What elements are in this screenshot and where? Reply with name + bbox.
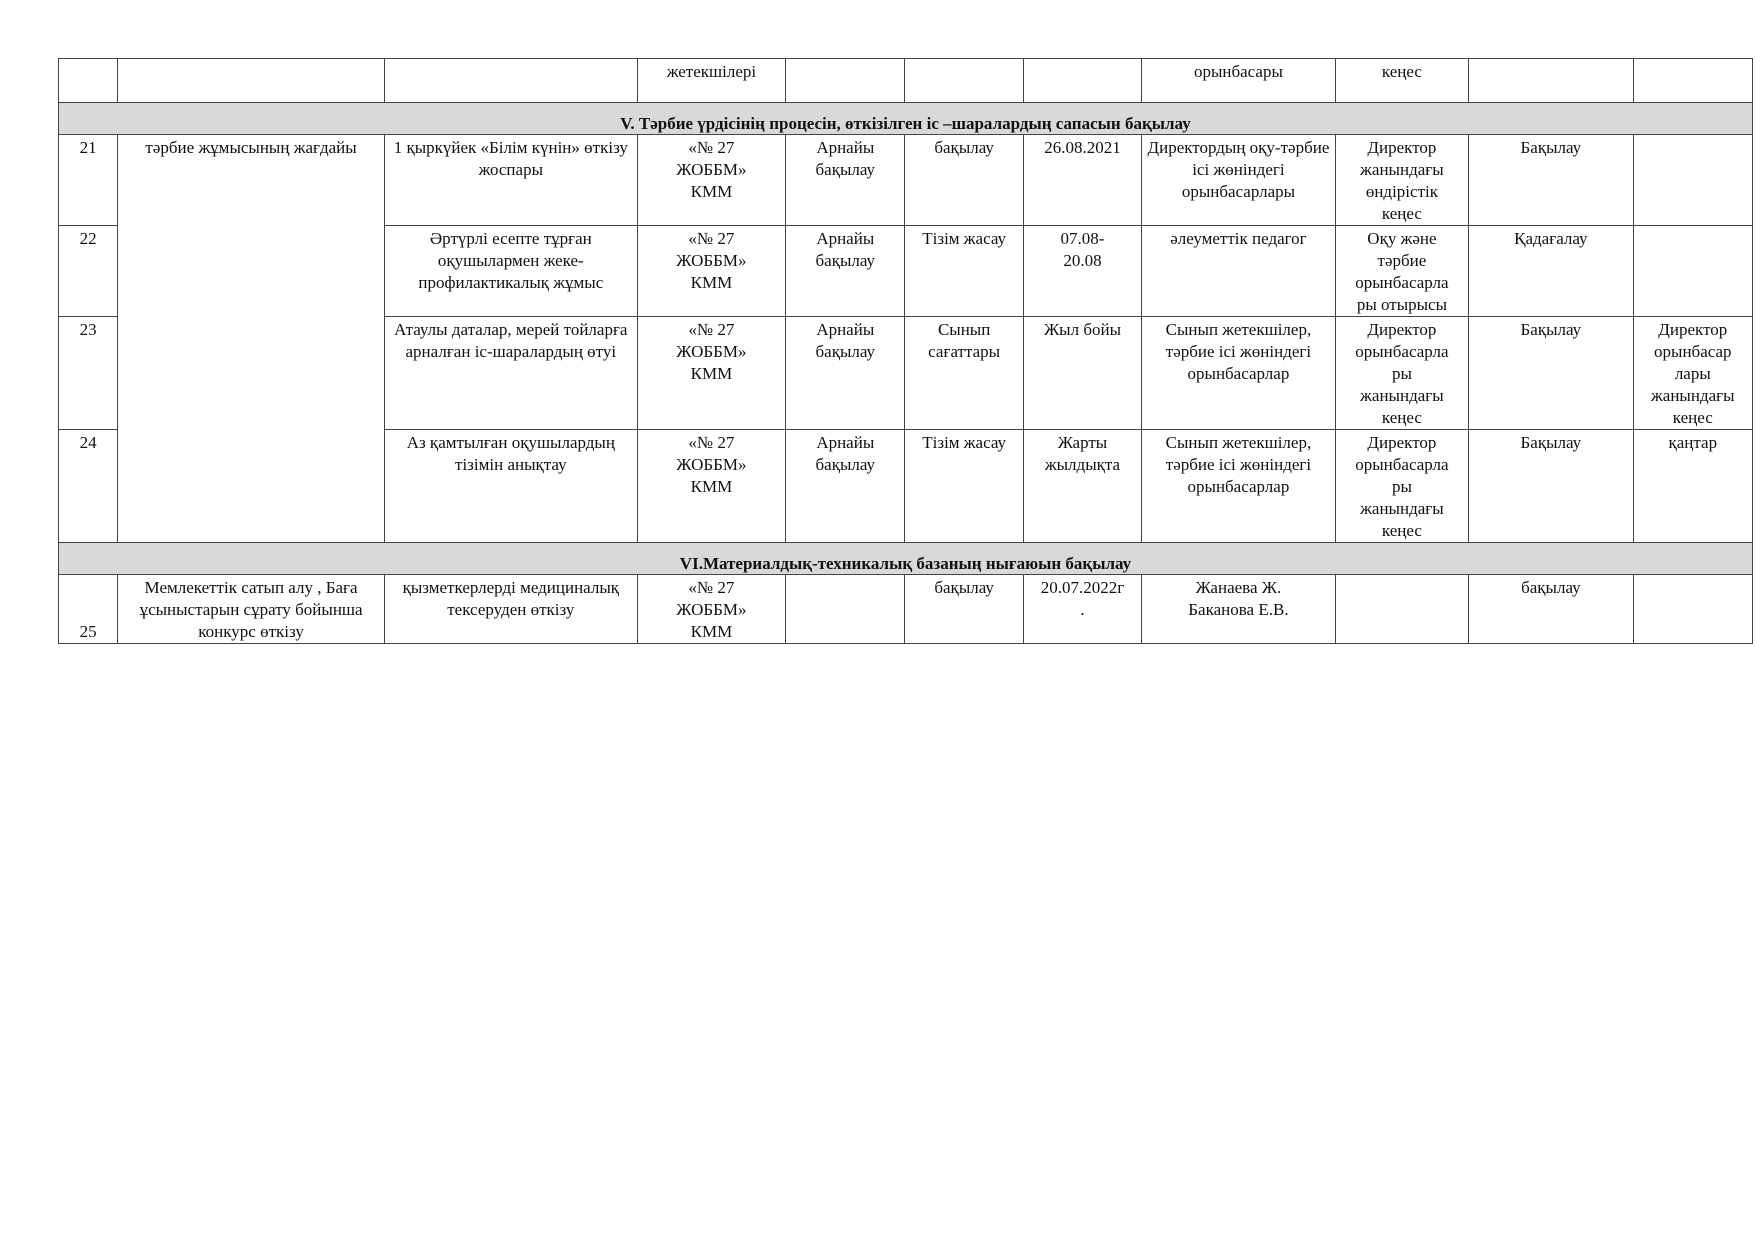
table-cell bbox=[1469, 59, 1633, 103]
table-cell: «№ 27 ЖОББМ» КММ bbox=[637, 317, 785, 430]
table-cell: Директор орынбасарла ры жанындағы кеңес bbox=[1335, 317, 1468, 430]
table-cell: қаңтар bbox=[1633, 430, 1752, 543]
table-cell: Сынып жетекшілер, тәрбие ісі жөніндегі орынбасарлар bbox=[1142, 430, 1336, 543]
control-plan-table bbox=[58, 58, 1753, 644]
table-cell bbox=[786, 59, 905, 103]
table-cell: «№ 27 ЖОББМ» КММ bbox=[637, 575, 785, 644]
table-cell: 1 қыркүйек «Білім күнін» өткізу жоспары bbox=[384, 135, 637, 226]
table-cell: Жарты жылдықта bbox=[1023, 430, 1141, 543]
table-cell bbox=[384, 59, 637, 103]
table-cell: 07.08- 20.08 bbox=[1023, 226, 1141, 317]
section-heading: V. Тәрбие үрдісінің процесін, өткізілген іс –шаралардың сапасын бақылау bbox=[59, 103, 1753, 135]
table-cell: Қадағалау bbox=[1469, 226, 1633, 317]
table-cell: бақылау bbox=[905, 575, 1023, 644]
table-cell: орынбасары bbox=[1142, 59, 1336, 103]
table-cell bbox=[1633, 575, 1752, 644]
table-cell: Тізім жасау bbox=[905, 226, 1023, 317]
row-number: 21 bbox=[59, 135, 118, 226]
table-cell: Арнайы бақылау bbox=[786, 430, 905, 543]
table-cell: кеңес bbox=[1335, 59, 1468, 103]
table-cell: бақылау bbox=[905, 135, 1023, 226]
table-cell: Тізім жасау bbox=[905, 430, 1023, 543]
table-cell: Арнайы бақылау bbox=[786, 226, 905, 317]
table-cell: Бақылау bbox=[1469, 135, 1633, 226]
table-cell: Аз қамтылған оқушылардың тізімін анықтау bbox=[384, 430, 637, 543]
table-cell: әлеуметтік педагог bbox=[1142, 226, 1336, 317]
table-cell: Директордың оқу-тәрбие ісі жөніндегі орынбасарлары bbox=[1142, 135, 1336, 226]
table-cell: «№ 27 ЖОББМ» КММ bbox=[637, 226, 785, 317]
table-cell bbox=[1335, 575, 1468, 644]
table-cell: жетекшілері bbox=[637, 59, 785, 103]
row-number: 25 bbox=[59, 575, 118, 644]
row-number: 22 bbox=[59, 226, 118, 317]
table-row bbox=[59, 135, 1753, 226]
table-cell bbox=[1023, 59, 1141, 103]
table-cell: бақылау bbox=[1469, 575, 1633, 644]
table-cell: Директор жанындағы өндірістік кеңес bbox=[1335, 135, 1468, 226]
row-number: 24 bbox=[59, 430, 118, 543]
table-cell bbox=[118, 59, 385, 103]
table-cell: қызметкерлерді медициналық тексеруден өткізу bbox=[384, 575, 637, 644]
table-cell bbox=[786, 575, 905, 644]
control-topic-cell: тәрбие жұмысының жағдайы bbox=[118, 135, 385, 543]
table-cell: 26.08.2021 bbox=[1023, 135, 1141, 226]
table-cell: Арнайы бақылау bbox=[786, 317, 905, 430]
table-cell: Директор орынбасарла ры жанындағы кеңес bbox=[1335, 430, 1468, 543]
table-cell bbox=[1633, 226, 1752, 317]
table-row bbox=[59, 59, 1753, 103]
section-heading: VI.Материалдық-техникалық базаның нығаюын бақылау bbox=[59, 543, 1753, 575]
table-cell: Директор орынбасар лары жанындағы кеңес bbox=[1633, 317, 1752, 430]
table-cell: 20.07.2022г . bbox=[1023, 575, 1141, 644]
table-cell: Арнайы бақылау bbox=[786, 135, 905, 226]
table-cell bbox=[905, 59, 1023, 103]
section-heading-row bbox=[59, 103, 1753, 135]
table-cell: «№ 27 ЖОББМ» КММ bbox=[637, 135, 785, 226]
table-cell: Сынып сағаттары bbox=[905, 317, 1023, 430]
row-number: 23 bbox=[59, 317, 118, 430]
table-cell: Мемлекеттік сатып алу , Баға ұсыныстарын сұрату бойынша конкурс өткізу bbox=[118, 575, 385, 644]
table-cell bbox=[1633, 135, 1752, 226]
table-cell: Оқу және тәрбие орынбасарла ры отырысы bbox=[1335, 226, 1468, 317]
table-cell: Сынып жетекшілер, тәрбие ісі жөніндегі орынбасарлар bbox=[1142, 317, 1336, 430]
table-cell: Жыл бойы bbox=[1023, 317, 1141, 430]
table-cell: «№ 27 ЖОББМ» КММ bbox=[637, 430, 785, 543]
table-cell bbox=[59, 59, 118, 103]
table-cell: Атаулы даталар, мерей тойларға арналған іс-шаралардың өтуі bbox=[384, 317, 637, 430]
table-row bbox=[59, 575, 1753, 644]
table-cell: Бақылау bbox=[1469, 317, 1633, 430]
section-heading-row bbox=[59, 543, 1753, 575]
table-cell: Әртүрлі есепте тұрған оқушылармен жеке-профилактикалық жұмыс bbox=[384, 226, 637, 317]
table-cell: Жанаева Ж. Баканова Е.В. bbox=[1142, 575, 1336, 644]
table-cell bbox=[1633, 59, 1752, 103]
table-cell: Бақылау bbox=[1469, 430, 1633, 543]
